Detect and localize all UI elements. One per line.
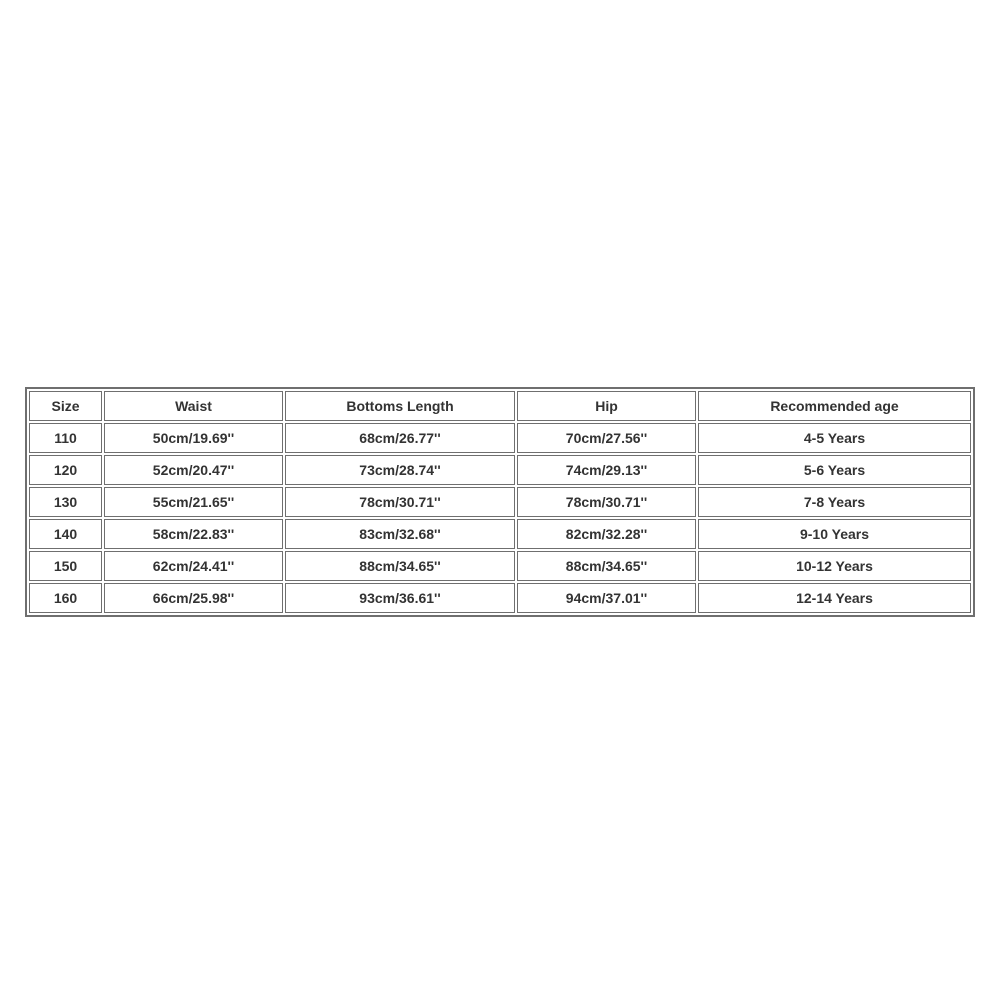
cell-recommended-age: 10-12 Years [698,551,971,581]
cell-bottoms-length: 78cm/30.71'' [285,487,515,517]
table-row [29,455,971,485]
cell-recommended-age: 12-14 Years [698,583,971,613]
header-bottoms-length: Bottoms Length [285,391,515,421]
cell-waist: 58cm/22.83'' [104,519,283,549]
cell-hip: 82cm/32.28'' [517,519,696,549]
size-chart-table [25,387,975,617]
cell-hip: 94cm/37.01'' [517,583,696,613]
table-row [29,519,971,549]
cell-size: 140 [29,519,102,549]
header-recommended-age: Recommended age [698,391,971,421]
header-size: Size [29,391,102,421]
cell-recommended-age: 7-8 Years [698,487,971,517]
cell-waist: 62cm/24.41'' [104,551,283,581]
table-header-row [29,391,971,421]
cell-hip: 70cm/27.56'' [517,423,696,453]
table-row [29,583,971,613]
cell-size: 130 [29,487,102,517]
cell-bottoms-length: 88cm/34.65'' [285,551,515,581]
cell-bottoms-length: 68cm/26.77'' [285,423,515,453]
header-hip: Hip [517,391,696,421]
cell-hip: 88cm/34.65'' [517,551,696,581]
cell-bottoms-length: 83cm/32.68'' [285,519,515,549]
cell-waist: 55cm/21.65'' [104,487,283,517]
cell-waist: 66cm/25.98'' [104,583,283,613]
cell-size: 110 [29,423,102,453]
cell-hip: 74cm/29.13'' [517,455,696,485]
cell-bottoms-length: 93cm/36.61'' [285,583,515,613]
cell-recommended-age: 9-10 Years [698,519,971,549]
cell-recommended-age: 4-5 Years [698,423,971,453]
table-row [29,423,971,453]
cell-recommended-age: 5-6 Years [698,455,971,485]
cell-size: 150 [29,551,102,581]
cell-bottoms-length: 73cm/28.74'' [285,455,515,485]
cell-waist: 50cm/19.69'' [104,423,283,453]
cell-waist: 52cm/20.47'' [104,455,283,485]
table-row [29,487,971,517]
table-row [29,551,971,581]
cell-size: 160 [29,583,102,613]
cell-hip: 78cm/30.71'' [517,487,696,517]
header-waist: Waist [104,391,283,421]
cell-size: 120 [29,455,102,485]
